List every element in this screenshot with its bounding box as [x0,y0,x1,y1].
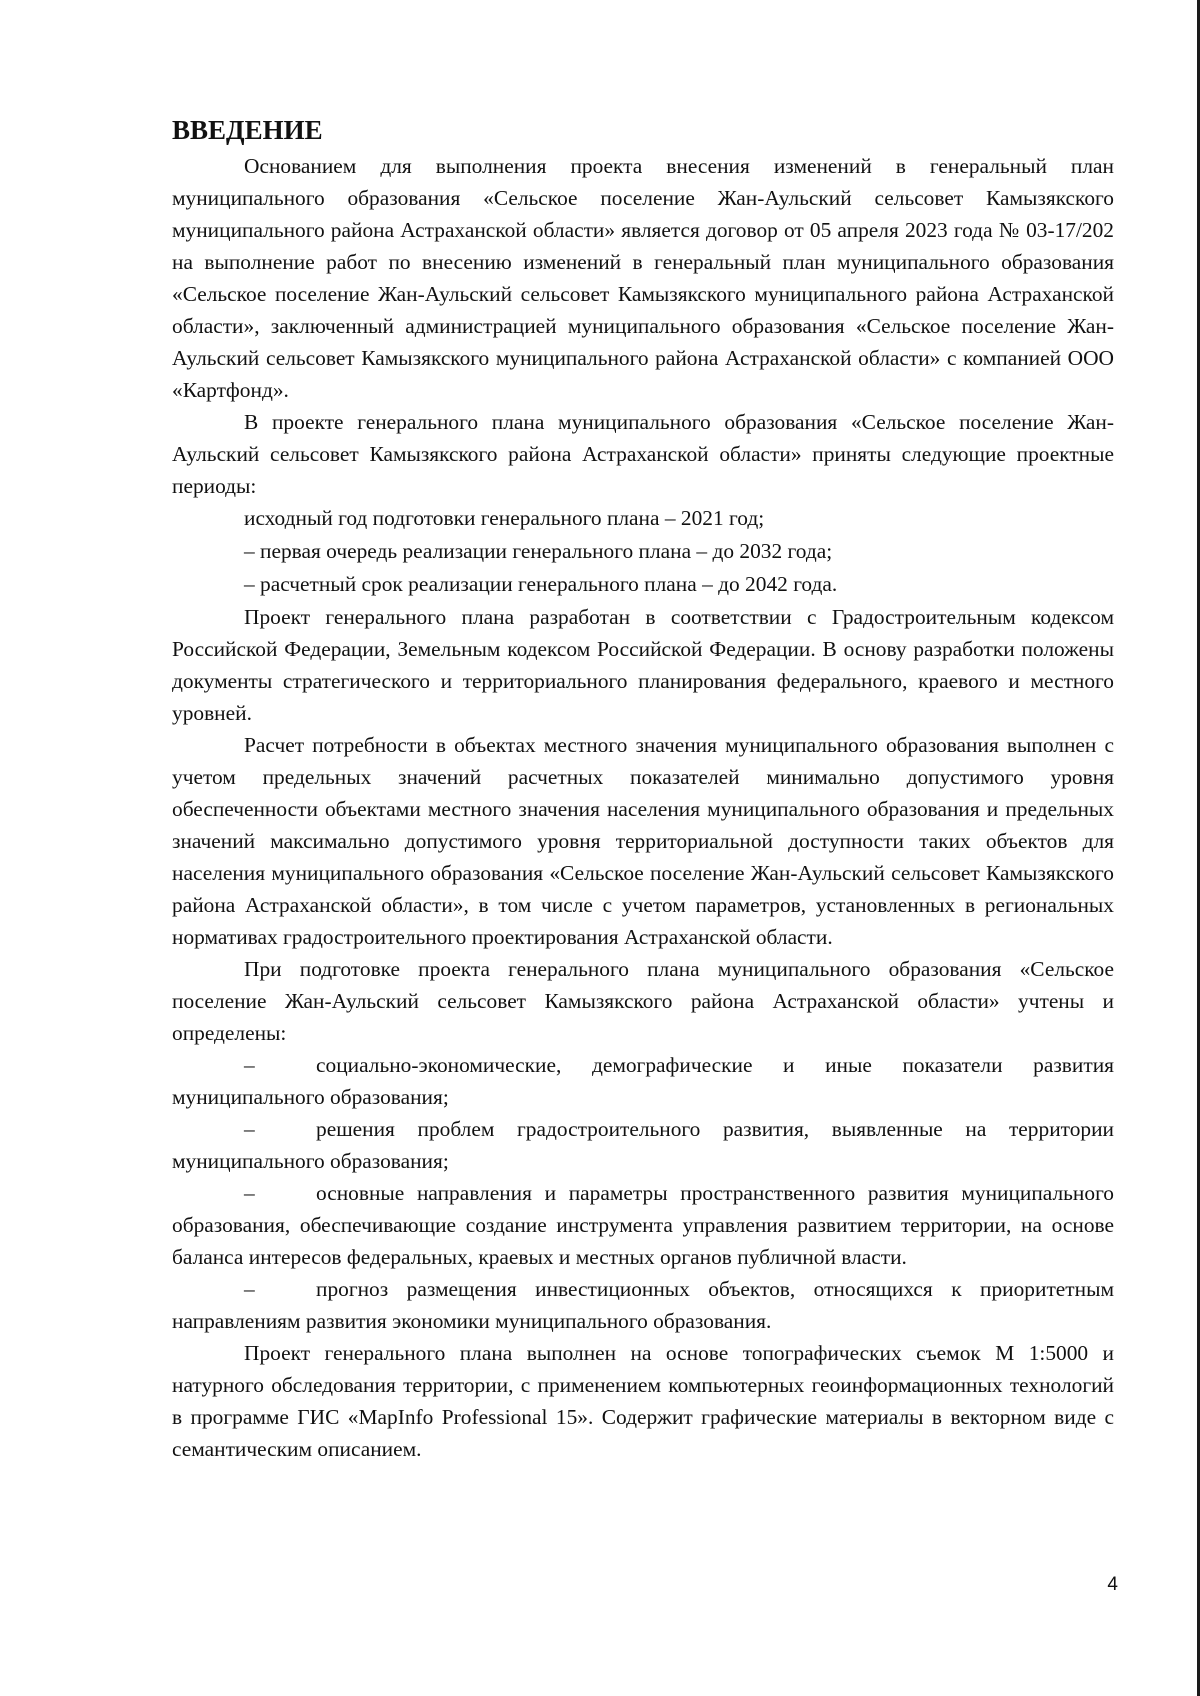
considered-item-problems [172,1113,1114,1177]
list-dash: – [244,1181,255,1205]
considered-item-text: прогноз размещения инвестиционных объектов, относящихся к приоритетным направлениям развития экономики муниципального образования. [172,1277,1114,1333]
considered-item-text: решения проблем градостроительного развития, выявленные на территории муниципального образования; [172,1117,1114,1173]
paragraph-considered-intro: При подготовке проекта генерального плана муниципального образования «Сельское поселение Жан-Аульский сельсовет Камызякского района Астраханской области» учтены и определены: [172,957,1114,1045]
document-body [172,112,1114,1465]
paragraph-basis: Основанием для выполнения проекта внесения изменений в генеральный план муниципального образования «Сельское поселение Жан-Аульский сельсовет Камызякского муниципального района Астраханской области» является договор от 05 апреля 2023 года № 03-17/202 на выполнение работ по внесению изменений в генеральный план муниципального образования «Сельское поселение Жан-Аульский сельсовет Камызякского муниципального района Астраханской области», заключенный администрацией муниципального образования «Сельское поселение Жан-Аульский сельсовет Камызякского муниципального района Астраханской области» с компанией ООО «Картфонд». [172,154,1114,402]
page-number: 4 [1107,1574,1118,1595]
paragraph-survey: Проект генерального плана выполнен на основе топографических съемок М 1:5000 и натурного обследования территории, с применением компьютерных геоинформационных технологий в программе ГИС «MapInfo Professional 15». Содержит графические материалы в векторном виде с семантическим описанием. [172,1341,1114,1461]
considered-item-text: социально-экономические, демографические и иные показатели развития муниципального образования; [172,1053,1114,1109]
period-item-settlement-term: – расчетный срок реализации генерального плана – до 2042 года. [244,572,838,596]
list-dash: – [244,1053,255,1077]
list-dash: – [244,1277,255,1301]
considered-item-indicators [172,1049,1114,1113]
period-item-initial-year: исходный год подготовки генерального плана – 2021 год; [244,506,765,530]
paragraph-codes: Проект генерального плана разработан в соответствии с Градостроительным кодексом Российской Федерации, Земельным кодексом Российской Федерации. В основу разработки положены документы стратегического и территориального планирования федерального, краевого и местного уровней. [172,605,1114,725]
considered-item-text: основные направления и параметры пространственного развития муниципального образования, обеспечивающие создание инструмента управления развитием территории, на основе баланса интересов федеральных, краевых и местных органов публичной власти. [172,1181,1114,1269]
paragraph-calculation: Расчет потребности в объектах местного значения муниципального образования выполнен с учетом предельных значений расчетных показателей минимально допустимого уровня обеспеченности объектами местного значения населения муниципального образования и предельных значений максимально допустимого уровня территориальной доступности таких объектов для населения муниципального образования «Сельское поселение Жан-Аульский сельсовет Камызякского района Астраханской области», в том числе с учетом параметров, установленных в региональных нормативах градостроительного проектирования Астраханской области. [172,733,1114,949]
considered-item-forecast [172,1273,1114,1337]
paragraph-periods-intro: В проекте генерального плана муниципального образования «Сельское поселение Жан-Аульский сельсовет Камызякского района Астраханской области» приняты следующие проектные периоды: [172,410,1114,498]
list-dash: – [244,1117,255,1141]
section-heading: ВВЕДЕНИЕ [172,115,323,145]
considered-item-directions [172,1177,1114,1273]
period-item-first-stage: – первая очередь реализации генерального плана – до 2032 года; [244,539,833,563]
